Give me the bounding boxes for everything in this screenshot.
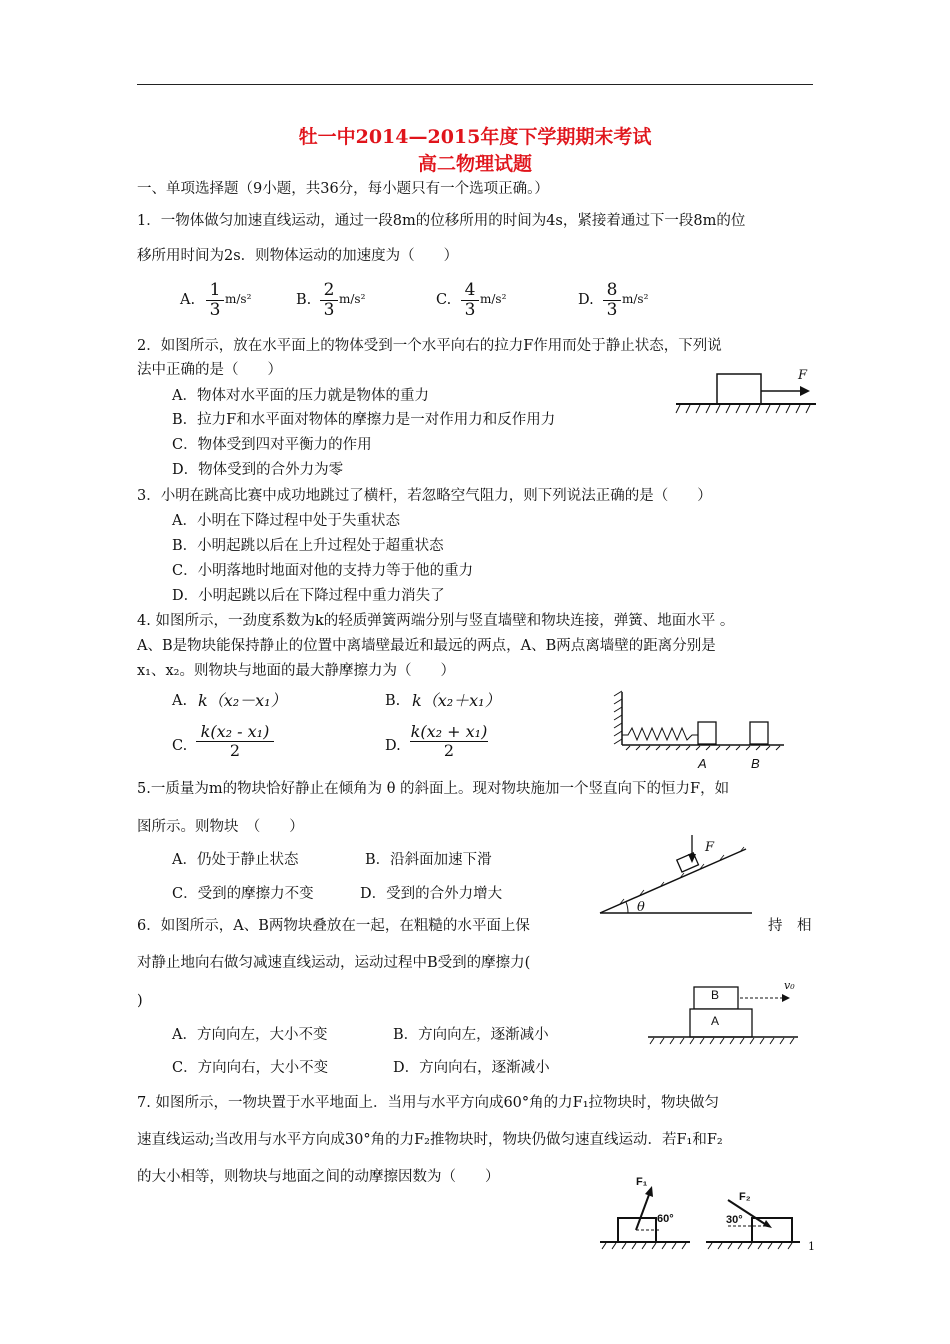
q6-option-c: C．方向向右，大小不变 <box>172 1060 329 1076</box>
page-number: 1 <box>808 1240 815 1253</box>
q3-option-c: C．小明落地时地面对他的支持力等于他的重力 <box>172 563 474 579</box>
q4-label-a: A <box>698 756 707 771</box>
q1-option-a-label: A. <box>180 292 196 308</box>
q1-option-a-unit: m/s² <box>225 292 252 306</box>
q6-line2: 对静止地向右做匀减速直线运动，运动过程中B受到的摩擦力( <box>137 955 531 971</box>
q6-line1: 6．如图所示，A、B两物块叠放在一起，在粗糙的水平面上保 <box>137 918 530 934</box>
q5-option-b: B．沿斜面加速下滑 <box>365 852 492 868</box>
q4-option-a-label: A. <box>172 693 188 709</box>
q6-label-b: B <box>711 988 720 1002</box>
q4-option-c-label: C. <box>172 738 188 754</box>
exam-subtitle: 高二物理试题 <box>417 153 532 175</box>
q7-f1-label: F₁ <box>636 1176 648 1188</box>
q7-line2: 速直线运动;当改用与水平方向成30°角的力F₂推物块时，物块仍做匀速直线运动．若F₁和F₂ <box>137 1132 723 1148</box>
q4-line3: x₁、x₂。则物块与地面的最大静摩擦力为（ ） <box>137 663 455 679</box>
q6-option-a: A．方向向左，大小不变 <box>172 1027 328 1043</box>
q4-block-b <box>750 722 768 744</box>
q3-option-b: B．小明起跳以后在上升过程处于超重状态 <box>172 538 444 554</box>
q2-option-a: A．物体对水平面的压力就是物体的重力 <box>172 388 429 404</box>
q7-block-2 <box>752 1218 792 1242</box>
q2-option-c: C．物体受到四对平衡力的作用 <box>172 437 372 453</box>
q5-option-d: D．受到的合外力增大 <box>360 886 503 902</box>
arrow-right-icon <box>800 386 810 396</box>
q1-option-c-unit: m/s² <box>480 292 507 306</box>
q1-line1: 1．一物体做匀加速直线运动，通过一段8m的位移所用的时间为4s，紧接着通过下一段8m的位 <box>137 213 746 229</box>
q6-option-d: D．方向向右，逐渐减小 <box>393 1060 550 1076</box>
q1-option-a-fraction: $\frac{1}{3}$ <box>206 282 224 319</box>
q1-option-d-unit: m/s² <box>622 292 649 306</box>
q1-option-b-fraction: $\frac{2}{3}$ <box>320 282 338 319</box>
q4-option-a: k（x₂－x₁） <box>198 691 287 710</box>
q1-option-c-label: C. <box>436 292 452 308</box>
q1-option-c-fraction: $\frac{4}{3}$ <box>461 282 479 319</box>
q3-option-d: D．小明起跳以后在下降过程中重力消失了 <box>172 588 445 604</box>
q3-option-a: A．小明在下降过程中处于失重状态 <box>172 513 400 529</box>
q7-angle-30-label: 30° <box>726 1214 743 1226</box>
q4-option-c-fraction: $\frac{\text{k(x₂ - x₁)}}{2}$ <box>196 724 274 759</box>
q6-line1-end: 持 相 <box>768 918 812 934</box>
arrow-right-icon <box>782 994 790 1002</box>
q4-option-d-label: D. <box>385 738 401 754</box>
q6-option-b: B．方向向左，逐渐减小 <box>393 1027 549 1043</box>
q3-line1: 3．小明在跳高比赛中成功地跳过了横杆，若忽略空气阻力，则下列说法正确的是（ ） <box>137 488 712 504</box>
q7-line1: 7. 如图所示，一物块置于水平地面上．当用与水平方向成60°角的力F₁拉物块时，物块做匀 <box>137 1095 720 1111</box>
q6-figure <box>648 985 808 1047</box>
q5-force-label: F <box>705 840 715 855</box>
q2-block <box>717 374 761 404</box>
exam-title: 牡一中2014—2015年度下学期期末考试 <box>298 126 652 148</box>
q7-figure-right <box>706 1180 802 1252</box>
header-rule <box>137 84 813 85</box>
section-heading: 一、单项选择题（9小题，共36分，每小题只有一个选项正确。） <box>137 181 549 197</box>
q5-line1: 5.一质量为m的物块恰好静止在倾角为 θ 的斜面上。现对物块施加一个竖直向下的恒力F，如 <box>137 781 730 797</box>
q1-option-d-label: D. <box>578 292 594 308</box>
q2-line1: 2．如图所示，放在水平面上的物体受到一个水平向右的拉力F作用而处于静止状态，下列说 <box>137 338 722 354</box>
q4-line1: 4. 如图所示，一劲度系数为k的轻质弹簧两端分别与竖直墙壁和物块连接，弹簧、地面水平 。 <box>137 613 735 629</box>
q2-line2: 法中正确的是（ ） <box>137 362 282 378</box>
q1-line2: 移所用时间为2s．则物体运动的加速度为（ ） <box>137 248 459 264</box>
q4-line2: A、B是物块能保持静止的位置中离墙壁最近和最远的两点，A、B两点离墙壁的距离分别是 <box>137 638 716 654</box>
q2-option-d: D．物体受到的合外力为零 <box>172 462 344 478</box>
q4-label-b: B <box>751 756 760 771</box>
q5-incline <box>600 849 746 913</box>
q4-option-b: k（x₂＋x₁） <box>412 691 501 710</box>
q5-option-a: A．仍处于静止状态 <box>172 852 299 868</box>
q5-figure <box>600 833 760 918</box>
q7-f2-label: F₂ <box>739 1191 751 1203</box>
q6-label-a: A <box>711 1014 720 1028</box>
q4-figure <box>614 690 789 750</box>
q7-line3: 的大小相等，则物块与地面之间的动摩擦因数为（ ） <box>137 1169 500 1185</box>
q6-velocity-label: v₀ <box>784 979 795 992</box>
q7-angle-60-label: 60° <box>657 1213 674 1225</box>
q2-force-label: F <box>798 368 808 383</box>
q4-option-d-fraction: $\frac{\text{k(x₂ + x₁)}}{2}$ <box>410 722 488 760</box>
q4-option-b-label: B. <box>385 693 401 709</box>
q5-angle-label: θ <box>637 900 645 915</box>
q1-option-b-unit: m/s² <box>339 292 366 306</box>
q4-block-a <box>698 722 716 744</box>
q6-block-a <box>690 1009 752 1037</box>
q6-line3: ) <box>137 993 143 1009</box>
q1-option-b-label: B. <box>296 292 312 308</box>
q5-option-c: C．受到的摩擦力不变 <box>172 886 314 902</box>
q1-option-d-fraction: $\frac{8}{3}$ <box>603 282 621 319</box>
q2-option-b: B．拉力F和水平面对物体的摩擦力是一对作用力和反作用力 <box>172 412 556 428</box>
q7-figure-left <box>600 1180 695 1252</box>
q5-line2: 图所示。则物块 （ ） <box>137 819 304 835</box>
q4-spring <box>622 728 698 740</box>
